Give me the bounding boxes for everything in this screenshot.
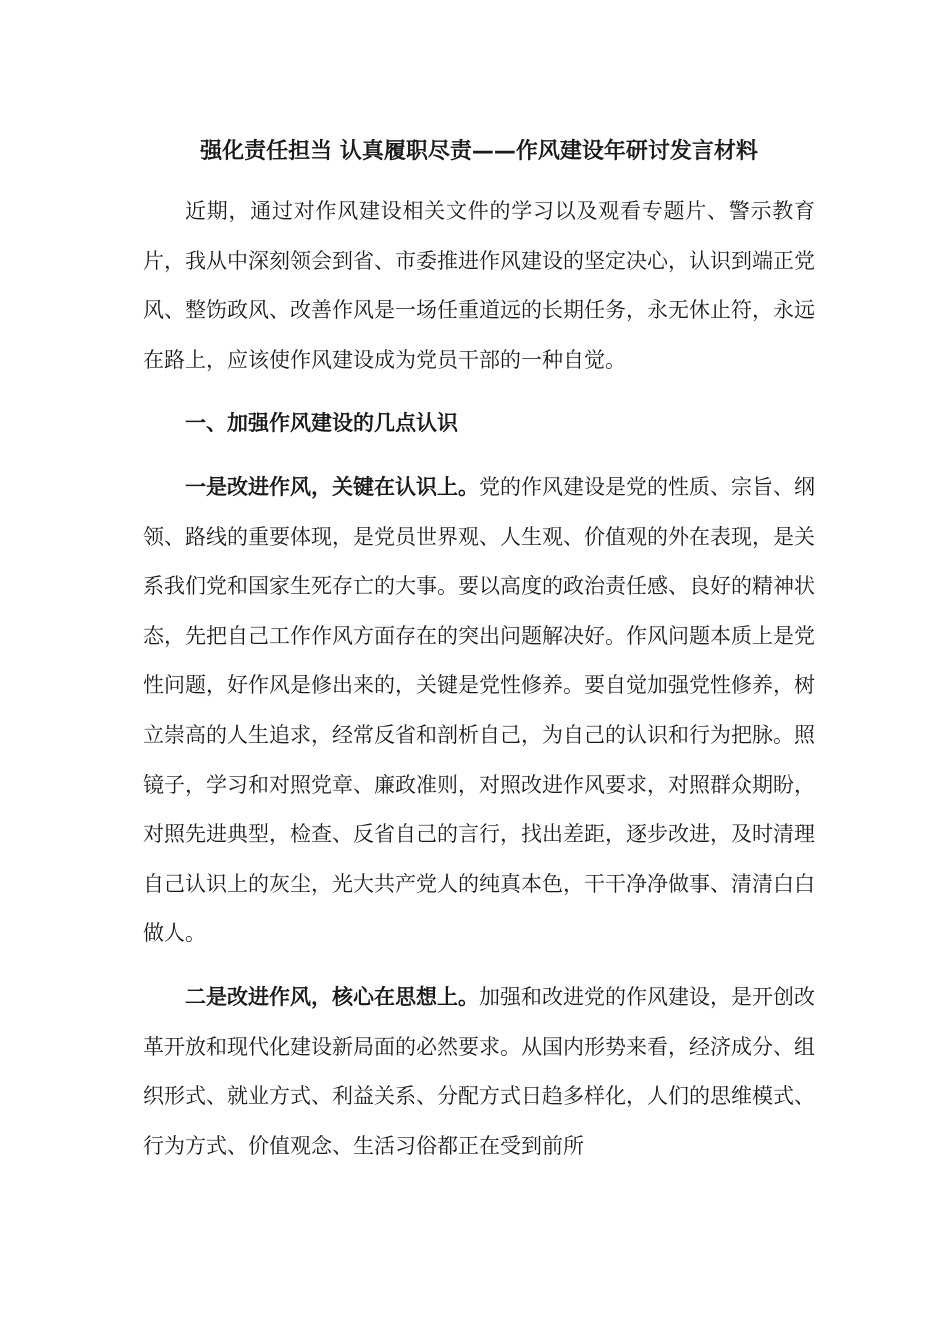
document-title: 强化责任担当 认真履职尽责——作风建设年研讨发言材料: [200, 139, 758, 164]
point-two-body: 加强和改进党的作风建设，是开创改革开放和现代化建设新局面的必然要求。从国内形势来看，经济成分、组织形式、就业方式、利益关系、分配方式日趋多样化，人们的思维模式、行为方式、价值观念、生活习俗都正在受到前所: [143, 984, 815, 1158]
section-heading: 一、加强作风建设的几点认识: [185, 411, 458, 436]
point-one-body: 党的作风建设是党的性质、宗旨、纲领、路线的重要体现，是党员世界观、人生观、价值观的外在表现，是关系我们党和国家生死存亡的大事。要以高度的政治责任感、良好的精神状态，先把自己工作作风方面存在的突出问题解决好。作风问题本质上是党性问题，好作风是修出来的，关键是党性修养。要自觉加强党性修养，树立崇高的人生追求，经常反省和剖析自己，为自己的认识和行为把脉。照镜子，学习和对照党章、廉政准则，对照改进作风要求，对照群众期盼，对照先进典型，检查、反省自己的言行，找出差距，逐步改进，及时清理自己认识上的灰尘，光大共产党人的纯真本色，干干净净做事、清清白白做人。: [143, 474, 815, 946]
point-two-paragraph: [143, 973, 815, 1171]
document-body: [143, 132, 815, 1171]
intro-paragraph: 近期，通过对作风建设相关文件的学习以及观看专题片、警示教育片，我从中深刻领会到省、市委推进作风建设的坚定决心，认识到端正党风、整饬政风、改善作风是一场任重道远的长期任务，永无休止符，永远在路上，应该使作风建设成为党员干部的一种自觉。: [143, 199, 815, 372]
point-one-lead: 一是改进作风，关键在认识上。: [185, 474, 479, 499]
point-one-paragraph: [143, 463, 815, 959]
point-two-lead: 二是改进作风，核心在思想上。: [185, 984, 479, 1009]
